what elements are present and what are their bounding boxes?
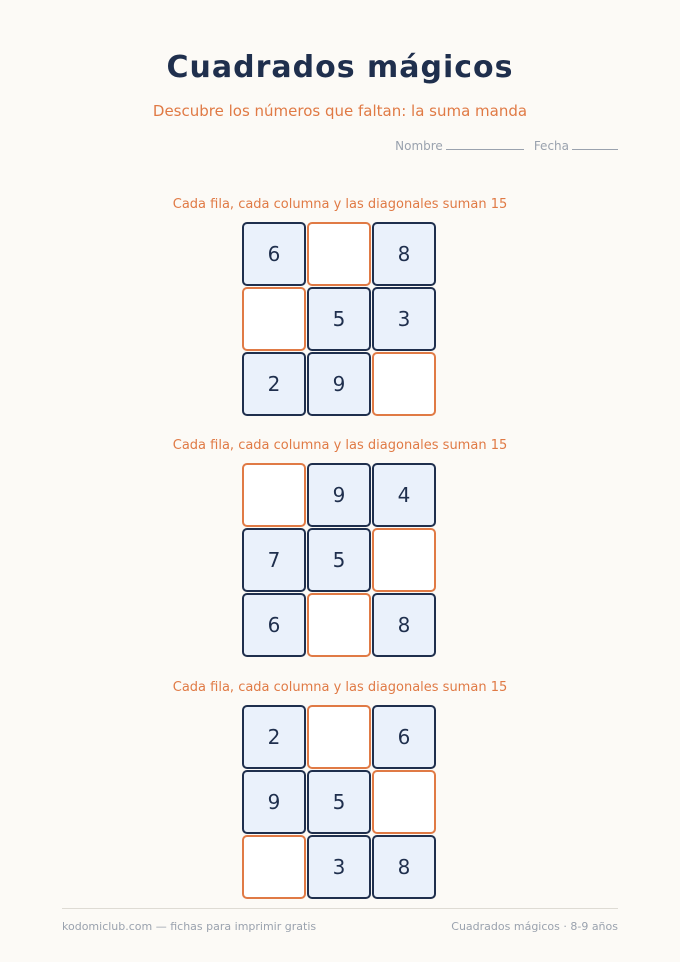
date-field[interactable] xyxy=(534,139,618,153)
puzzle-caption: Cada fila, cada columna y las diagonales suman 15 xyxy=(172,197,508,212)
given-number-cell: 3 xyxy=(372,287,436,351)
name-date-fields xyxy=(395,139,618,153)
page-title: Cuadrados mágicos xyxy=(166,50,514,85)
magic-square-3 xyxy=(0,679,680,879)
blank-answer-cell[interactable] xyxy=(372,770,436,834)
page-subtitle: Descubre los números que faltan: la suma manda xyxy=(152,102,528,120)
blank-answer-cell[interactable] xyxy=(372,352,436,416)
given-number-cell: 9 xyxy=(307,463,371,527)
given-number-cell: 5 xyxy=(307,528,371,592)
given-number-cell: 2 xyxy=(242,705,306,769)
footer-site: kodomiclub.com — fichas para imprimir gratis xyxy=(62,920,317,933)
given-number-cell: 3 xyxy=(307,835,371,899)
blank-answer-cell[interactable] xyxy=(242,835,306,899)
blank-answer-cell[interactable] xyxy=(242,463,306,527)
given-number-cell: 6 xyxy=(242,593,306,657)
given-number-cell: 6 xyxy=(242,222,306,286)
puzzle-grid xyxy=(242,222,436,416)
blank-answer-cell[interactable] xyxy=(307,593,371,657)
given-number-cell: 8 xyxy=(372,593,436,657)
given-number-cell: 6 xyxy=(372,705,436,769)
puzzle-caption: Cada fila, cada columna y las diagonales suman 15 xyxy=(172,438,508,453)
puzzle-grid xyxy=(242,705,436,899)
magic-square-1 xyxy=(0,196,680,396)
given-number-cell: 7 xyxy=(242,528,306,592)
blank-answer-cell[interactable] xyxy=(307,705,371,769)
date-line xyxy=(572,148,618,150)
given-number-cell: 9 xyxy=(242,770,306,834)
date-label: Fecha xyxy=(533,139,569,153)
blank-answer-cell[interactable] xyxy=(242,287,306,351)
footer-divider xyxy=(62,908,618,909)
given-number-cell: 5 xyxy=(307,287,371,351)
name-field[interactable] xyxy=(395,139,524,153)
given-number-cell: 2 xyxy=(242,352,306,416)
given-number-cell: 9 xyxy=(307,352,371,416)
puzzle-caption: Cada fila, cada columna y las diagonales suman 15 xyxy=(172,680,508,695)
name-line xyxy=(446,148,524,150)
magic-square-2 xyxy=(0,437,680,637)
given-number-cell: 8 xyxy=(372,835,436,899)
footer-worksheet-info: Cuadrados mágicos · 8-9 años xyxy=(451,920,618,933)
blank-answer-cell[interactable] xyxy=(307,222,371,286)
given-number-cell: 5 xyxy=(307,770,371,834)
name-label: Nombre xyxy=(395,139,443,153)
puzzle-grid xyxy=(242,463,436,657)
blank-answer-cell[interactable] xyxy=(372,528,436,592)
given-number-cell: 4 xyxy=(372,463,436,527)
given-number-cell: 8 xyxy=(372,222,436,286)
